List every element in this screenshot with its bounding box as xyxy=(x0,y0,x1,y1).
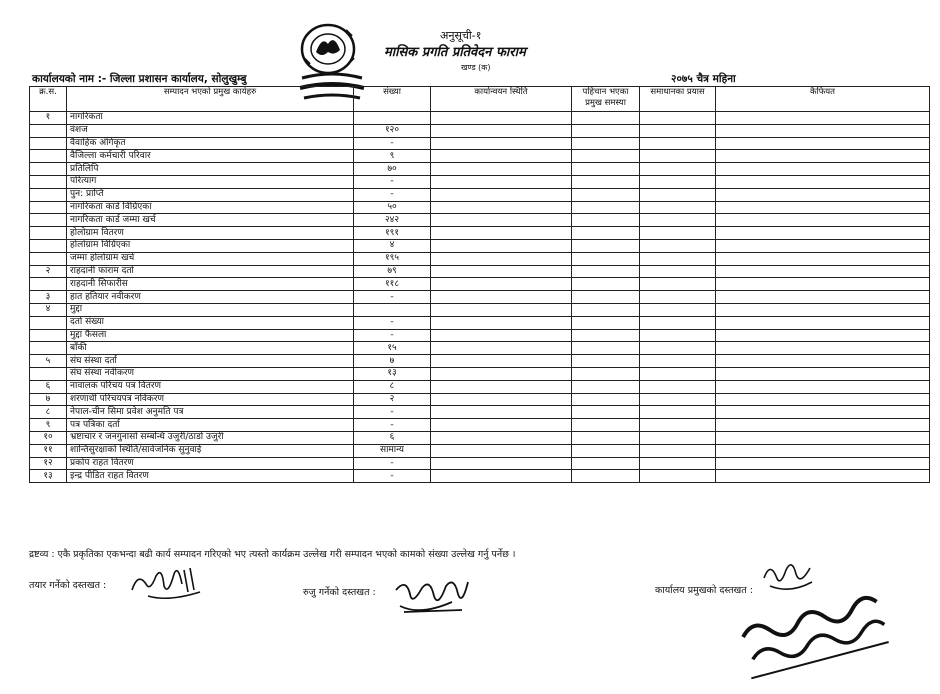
row-status xyxy=(431,150,572,163)
row-problems xyxy=(572,163,640,176)
col-header-solutions: समाधानका प्रयास xyxy=(640,87,716,112)
row-problems xyxy=(572,470,640,483)
row-sn xyxy=(30,252,67,265)
row-problems xyxy=(572,444,640,457)
row-task: संघ संस्था नवीकरण xyxy=(67,367,354,380)
row-solutions xyxy=(640,329,716,342)
row-count: १२० xyxy=(354,124,431,137)
row-task: जम्मा होलोग्राम खर्च xyxy=(67,252,354,265)
schedule-label: अनुसूची-१ xyxy=(440,29,482,42)
row-sn xyxy=(30,316,67,329)
table-row xyxy=(30,175,930,188)
row-sn xyxy=(30,137,67,150)
row-solutions xyxy=(640,137,716,150)
row-solutions xyxy=(640,175,716,188)
row-solutions xyxy=(640,406,716,419)
row-remarks xyxy=(716,431,930,444)
row-remarks xyxy=(716,329,930,342)
row-task: प्रकोप राहत वितरण xyxy=(67,457,354,470)
col-header-problems: पहिचान भएका प्रमुख समस्या xyxy=(572,87,640,112)
table-row xyxy=(30,444,930,457)
row-sn: ११ xyxy=(30,444,67,457)
row-status xyxy=(431,406,572,419)
checked-signature-icon xyxy=(392,576,472,620)
table-row xyxy=(30,265,930,278)
row-sn xyxy=(30,175,67,188)
row-status xyxy=(431,367,572,380)
row-sn: ७ xyxy=(30,393,67,406)
row-problems xyxy=(572,291,640,304)
row-solutions xyxy=(640,342,716,355)
col-header-count: संख्या xyxy=(354,87,431,112)
row-problems xyxy=(572,431,640,444)
checked-by-label: रुजु गर्नेको दस्तखत : xyxy=(303,587,376,598)
row-problems xyxy=(572,355,640,368)
row-problems xyxy=(572,367,640,380)
row-problems xyxy=(572,124,640,137)
row-status xyxy=(431,124,572,137)
row-problems xyxy=(572,137,640,150)
row-sn: ८ xyxy=(30,406,67,419)
table-row xyxy=(30,342,930,355)
row-problems xyxy=(572,188,640,201)
table-row xyxy=(30,393,930,406)
table-row xyxy=(30,291,930,304)
row-status xyxy=(431,380,572,393)
row-problems xyxy=(572,265,640,278)
row-problems xyxy=(572,252,640,265)
prepared-by-label: तयार गर्नेको दस्तखत : xyxy=(29,580,107,591)
row-sn: १३ xyxy=(30,470,67,483)
row-count: ११८ xyxy=(354,278,431,291)
row-sn: ६ xyxy=(30,380,67,393)
row-remarks xyxy=(716,150,930,163)
row-count: - xyxy=(354,457,431,470)
row-task: परित्याग xyxy=(67,175,354,188)
row-problems xyxy=(572,393,640,406)
prepared-signature-icon xyxy=(128,562,208,602)
row-count: - xyxy=(354,470,431,483)
row-remarks xyxy=(716,214,930,227)
row-task: होलोग्राम वितरण xyxy=(67,227,354,240)
row-task: नागरिकता कार्ड विग्रिएका xyxy=(67,201,354,214)
row-count: - xyxy=(354,316,431,329)
table-row xyxy=(30,303,930,316)
table-row xyxy=(30,355,930,368)
table-row xyxy=(30,431,930,444)
row-solutions xyxy=(640,444,716,457)
row-task: वैवाहिक अंगिकृत xyxy=(67,137,354,150)
row-count: ७ xyxy=(354,355,431,368)
row-status xyxy=(431,291,572,304)
row-problems xyxy=(572,316,640,329)
row-remarks xyxy=(716,316,930,329)
row-problems xyxy=(572,214,640,227)
table-row xyxy=(30,457,930,470)
row-sn xyxy=(30,188,67,201)
row-solutions xyxy=(640,457,716,470)
row-task: होलोग्राम विग्रिएका xyxy=(67,239,354,252)
row-sn xyxy=(30,227,67,240)
row-count: - xyxy=(354,291,431,304)
row-status xyxy=(431,393,572,406)
row-sn xyxy=(30,150,67,163)
row-sn: २ xyxy=(30,265,67,278)
row-status xyxy=(431,201,572,214)
row-sn: ४ xyxy=(30,303,67,316)
row-status xyxy=(431,444,572,457)
row-task: हात हतियार नवीकरण xyxy=(67,291,354,304)
row-status xyxy=(431,329,572,342)
table-row xyxy=(30,150,930,163)
row-status xyxy=(431,239,572,252)
footer-note: द्रष्टव्य : एकै प्रकृतिका एकभन्दा बढी कार्य सम्पादन गरिएको भए त्यस्तो कार्यक्रम उल्लेख गरी सम्पादन भएको कामको संख्या उल्लेख गर्नु पर्नेछ । xyxy=(29,549,516,560)
row-remarks xyxy=(716,252,930,265)
table-row xyxy=(30,201,930,214)
table-row xyxy=(30,406,930,419)
office-name: कार्यालयको नाम :- जिल्ला प्रशासन कार्यालय, सोलुखुम्बु xyxy=(32,73,247,85)
row-solutions xyxy=(640,355,716,368)
row-solutions xyxy=(640,291,716,304)
row-problems xyxy=(572,112,640,125)
col-header-remarks: कैफियत xyxy=(716,87,930,112)
row-solutions xyxy=(640,227,716,240)
row-status xyxy=(431,316,572,329)
row-task: पुन: प्राप्ति xyxy=(67,188,354,201)
table-row xyxy=(30,112,930,125)
table-row xyxy=(30,214,930,227)
row-count: ७० xyxy=(354,163,431,176)
row-count: १९१ xyxy=(354,227,431,240)
row-task: नागरिकता xyxy=(67,112,354,125)
row-status xyxy=(431,457,572,470)
table-row xyxy=(30,380,930,393)
table-row xyxy=(30,252,930,265)
row-status xyxy=(431,265,572,278)
row-remarks xyxy=(716,457,930,470)
table-row xyxy=(30,137,930,150)
form-title: मासिक प्रगति प्रतिवेदन फाराम xyxy=(384,45,526,60)
row-task: नावालक परिचय पत्र वितरण xyxy=(67,380,354,393)
row-solutions xyxy=(640,419,716,432)
row-remarks xyxy=(716,303,930,316)
row-task: नागरिकता कार्ड जम्मा खर्च xyxy=(67,214,354,227)
row-task: वंशज xyxy=(67,124,354,137)
row-remarks xyxy=(716,278,930,291)
row-sn: ५ xyxy=(30,355,67,368)
row-status xyxy=(431,355,572,368)
row-problems xyxy=(572,419,640,432)
row-remarks xyxy=(716,265,930,278)
row-count: - xyxy=(354,175,431,188)
row-solutions xyxy=(640,431,716,444)
row-sn xyxy=(30,367,67,380)
row-task: इन्द्र पीडित राहत वितरण xyxy=(67,470,354,483)
row-sn xyxy=(30,201,67,214)
row-solutions xyxy=(640,112,716,125)
row-solutions xyxy=(640,316,716,329)
row-task: वैजिल्ला कर्मचारी परिवार xyxy=(67,150,354,163)
row-task: राहदानी सिफारीस xyxy=(67,278,354,291)
row-sn: ३ xyxy=(30,291,67,304)
row-remarks xyxy=(716,175,930,188)
row-count: १९५ xyxy=(354,252,431,265)
row-solutions xyxy=(640,252,716,265)
row-count: ५० xyxy=(354,201,431,214)
table-row xyxy=(30,419,930,432)
row-solutions xyxy=(640,278,716,291)
row-sn xyxy=(30,342,67,355)
row-task: शरणार्थी परिचयपत्र नविकरण xyxy=(67,393,354,406)
table-row xyxy=(30,470,930,483)
row-problems xyxy=(572,329,640,342)
col-header-task: सम्पादन भएको प्रमुख कार्यहरु xyxy=(67,87,354,112)
row-task: शान्तिसुरक्षाको स्थिति/सार्वजनिक सुनुवाई xyxy=(67,444,354,457)
row-solutions xyxy=(640,201,716,214)
row-sn xyxy=(30,278,67,291)
row-solutions xyxy=(640,124,716,137)
row-count: ४ xyxy=(354,239,431,252)
row-solutions xyxy=(640,214,716,227)
row-status xyxy=(431,175,572,188)
row-task: संघ संस्था दर्ता xyxy=(67,355,354,368)
row-count: - xyxy=(354,188,431,201)
row-problems xyxy=(572,175,640,188)
row-sn xyxy=(30,214,67,227)
row-remarks xyxy=(716,163,930,176)
row-problems xyxy=(572,201,640,214)
row-problems xyxy=(572,342,640,355)
row-remarks xyxy=(716,239,930,252)
row-problems xyxy=(572,380,640,393)
row-count: - xyxy=(354,406,431,419)
row-task: भ्रष्टाचार र जनगुनासो सम्बन्धि उजुरी/ठाडो उजुरी xyxy=(67,431,354,444)
row-remarks xyxy=(716,393,930,406)
row-count: ९ xyxy=(354,150,431,163)
row-status xyxy=(431,137,572,150)
row-sn: १२ xyxy=(30,457,67,470)
row-count: - xyxy=(354,329,431,342)
row-sn: १ xyxy=(30,112,67,125)
table-header-row xyxy=(30,87,930,112)
row-status xyxy=(431,163,572,176)
row-count: २४२ xyxy=(354,214,431,227)
row-problems xyxy=(572,406,640,419)
row-remarks xyxy=(716,444,930,457)
row-solutions xyxy=(640,393,716,406)
row-problems xyxy=(572,150,640,163)
row-count: सामान्य xyxy=(354,444,431,457)
row-remarks xyxy=(716,406,930,419)
chief-label: कार्यालय प्रमुखको दस्तखत : xyxy=(655,585,753,596)
row-remarks xyxy=(716,367,930,380)
row-remarks xyxy=(716,124,930,137)
table-row xyxy=(30,227,930,240)
row-remarks xyxy=(716,355,930,368)
table-row xyxy=(30,188,930,201)
row-remarks xyxy=(716,137,930,150)
row-sn xyxy=(30,163,67,176)
row-count: - xyxy=(354,419,431,432)
row-solutions xyxy=(640,380,716,393)
table-row xyxy=(30,278,930,291)
row-solutions xyxy=(640,265,716,278)
row-remarks xyxy=(716,470,930,483)
row-sn: १० xyxy=(30,431,67,444)
row-solutions xyxy=(640,239,716,252)
row-count: २ xyxy=(354,393,431,406)
row-solutions xyxy=(640,188,716,201)
row-problems xyxy=(572,227,640,240)
table-row xyxy=(30,316,930,329)
row-status xyxy=(431,112,572,125)
row-task: राहदानी फाराम दर्ता xyxy=(67,265,354,278)
row-status xyxy=(431,303,572,316)
row-sn xyxy=(30,124,67,137)
row-task: पत्र पत्रिका दर्ता xyxy=(67,419,354,432)
row-task: मुद्दा xyxy=(67,303,354,316)
table-row xyxy=(30,329,930,342)
row-task: दर्ता संख्या xyxy=(67,316,354,329)
row-task: मुद्दा फैसला xyxy=(67,329,354,342)
row-solutions xyxy=(640,163,716,176)
row-count xyxy=(354,303,431,316)
row-solutions xyxy=(640,303,716,316)
row-solutions xyxy=(640,367,716,380)
row-status xyxy=(431,227,572,240)
row-task: नेपाल-चीन सिमा प्रवेश अनुमति पत्र xyxy=(67,406,354,419)
row-problems xyxy=(572,278,640,291)
row-task: प्रतिलिपि xyxy=(67,163,354,176)
col-header-status: कार्यान्वयन स्थिति xyxy=(431,87,572,112)
row-count: १३ xyxy=(354,367,431,380)
row-sn xyxy=(30,329,67,342)
row-count: ७९ xyxy=(354,265,431,278)
row-remarks xyxy=(716,112,930,125)
row-status xyxy=(431,431,572,444)
row-problems xyxy=(572,303,640,316)
row-count xyxy=(354,112,431,125)
row-status xyxy=(431,252,572,265)
row-remarks xyxy=(716,188,930,201)
row-remarks xyxy=(716,342,930,355)
table-row xyxy=(30,163,930,176)
row-status xyxy=(431,470,572,483)
row-status xyxy=(431,188,572,201)
office-seal-icon xyxy=(298,22,360,76)
row-remarks xyxy=(716,291,930,304)
row-solutions xyxy=(640,150,716,163)
row-remarks xyxy=(716,419,930,432)
row-problems xyxy=(572,457,640,470)
col-header-sn: क्र.स. xyxy=(30,87,67,112)
table-row xyxy=(30,239,930,252)
row-remarks xyxy=(716,380,930,393)
row-count: - xyxy=(354,137,431,150)
table-row xyxy=(30,367,930,380)
report-period: २०७५ चैत्र महिना xyxy=(671,73,736,85)
table-row xyxy=(30,124,930,137)
row-status xyxy=(431,419,572,432)
row-count: १५ xyxy=(354,342,431,355)
section-label: खण्ड (क) xyxy=(461,63,491,72)
row-count: ६ xyxy=(354,431,431,444)
row-status xyxy=(431,278,572,291)
row-status xyxy=(431,214,572,227)
chief-official-stamp-icon xyxy=(738,590,888,674)
row-sn xyxy=(30,239,67,252)
row-task: बाँकी xyxy=(67,342,354,355)
row-solutions xyxy=(640,470,716,483)
row-count: ८ xyxy=(354,380,431,393)
row-status xyxy=(431,342,572,355)
row-sn: ९ xyxy=(30,419,67,432)
row-problems xyxy=(572,239,640,252)
row-remarks xyxy=(716,227,930,240)
progress-table xyxy=(29,86,930,483)
row-remarks xyxy=(716,201,930,214)
